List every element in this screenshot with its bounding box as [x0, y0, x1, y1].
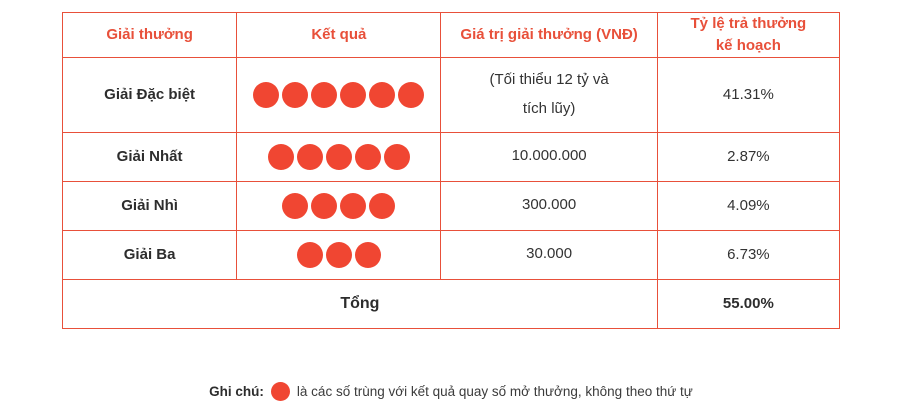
result-ball-icon	[282, 193, 308, 219]
prize-value-line2: tích lũy)	[522, 99, 576, 117]
column-header-prize-value: Giá trị giải thưởng (VNĐ)	[441, 13, 657, 58]
result-ball-icon	[268, 144, 294, 170]
ball-row	[237, 82, 440, 108]
column-header-payout-rate-line1: Tỷ lệ trả thưởng	[690, 15, 807, 32]
payout-rate-cell: 41.31%	[657, 57, 839, 132]
total-rate-cell: 55.00%	[657, 279, 839, 328]
prize-balls-cell	[237, 132, 441, 181]
ball-row	[237, 144, 440, 170]
table-row	[63, 181, 840, 230]
prize-table	[62, 12, 840, 329]
result-ball-icon	[369, 193, 395, 219]
prize-value-line1: (Tối thiểu 12 tỷ và	[489, 71, 609, 88]
result-ball-icon	[253, 82, 279, 108]
prize-value-cell: 300.000	[441, 181, 657, 230]
prize-value-cell: 30.000	[441, 230, 657, 279]
prize-value-cell: 10.000.000	[441, 132, 657, 181]
prize-name-cell: Giải Nhì	[63, 181, 237, 230]
total-label-cell: Tổng	[63, 279, 658, 328]
prize-table-container	[62, 12, 840, 329]
payout-rate-cell: 4.09%	[657, 181, 839, 230]
note-row	[0, 382, 902, 401]
table-row	[63, 57, 840, 132]
prize-name-cell: Giải Nhất	[63, 132, 237, 181]
payout-rate-cell: 2.87%	[657, 132, 839, 181]
prize-balls-cell	[237, 57, 441, 132]
table-total-row	[63, 279, 840, 328]
table-row	[63, 230, 840, 279]
column-header-result: Kết quả	[237, 13, 441, 58]
ball-row	[237, 193, 440, 219]
result-ball-icon	[297, 144, 323, 170]
table-body	[63, 57, 840, 328]
result-ball-icon	[326, 242, 352, 268]
payout-rate-cell: 6.73%	[657, 230, 839, 279]
prize-balls-cell	[237, 230, 441, 279]
result-ball-icon	[311, 193, 337, 219]
note-text: là các số trùng với kết quả quay số mở thưởng, không theo thứ tự	[296, 384, 693, 399]
table-header	[63, 13, 840, 58]
prize-name-cell: Giải Ba	[63, 230, 237, 279]
result-ball-icon	[384, 144, 410, 170]
result-ball-icon	[355, 144, 381, 170]
column-header-payout-rate-line2: kế hoạch	[715, 36, 781, 54]
column-header-prize: Giải thưởng	[63, 13, 237, 58]
prize-name-cell: Giải Đặc biệt	[63, 57, 237, 132]
result-ball-icon	[326, 144, 352, 170]
prize-balls-cell	[237, 181, 441, 230]
column-header-payout-rate	[657, 13, 839, 58]
result-ball-icon	[340, 193, 366, 219]
result-ball-icon	[398, 82, 424, 108]
result-ball-icon	[340, 82, 366, 108]
table-row	[63, 132, 840, 181]
prize-value-cell	[441, 57, 657, 132]
result-ball-icon	[355, 242, 381, 268]
table-header-row	[63, 13, 840, 58]
result-ball-icon	[297, 242, 323, 268]
result-ball-icon	[311, 82, 337, 108]
result-ball-icon	[282, 82, 308, 108]
result-ball-icon	[369, 82, 395, 108]
note-ball-icon	[271, 382, 290, 401]
note-label: Ghi chú:	[209, 384, 264, 399]
ball-row	[237, 242, 440, 268]
